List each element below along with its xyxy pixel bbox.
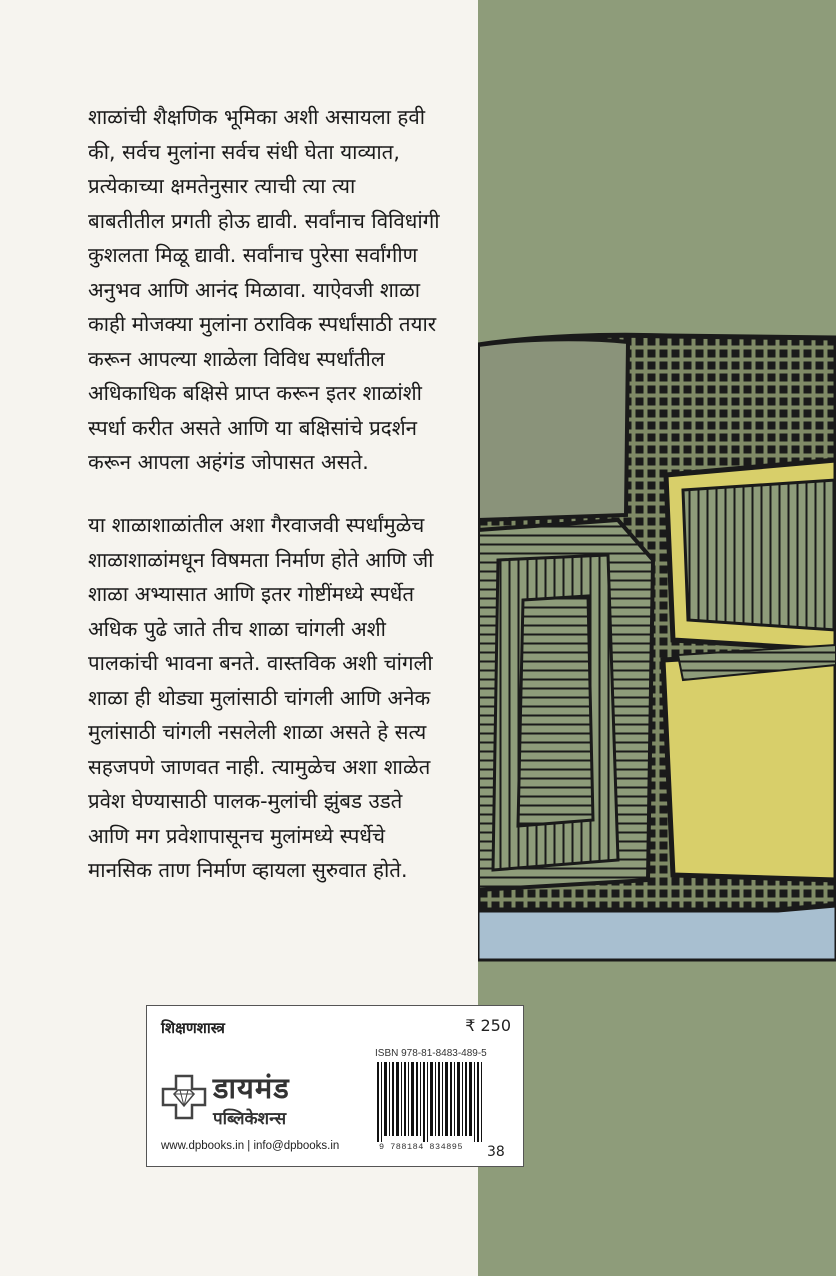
blurb-line: पालकांची भावना बनते. वास्तविक अशी चांगली	[88, 651, 433, 675]
blurb-line: या शाळाशाळांतील अशा गैरवाजवी स्पर्धांमुळेच	[88, 513, 425, 537]
blurb-line: शाळाशाळांमधून विषमता निर्माण होते आणि जी	[88, 547, 434, 572]
blurb-line: शाळांची शैक्षणिक भूमिका अशी असायला हवी	[88, 105, 426, 129]
blurb-line: मुलांसाठी चांगली नसलेली शाळा असते हे सत्य	[88, 720, 427, 744]
barcode-digits: 9 788184 834895	[379, 1142, 464, 1152]
blurb-line: अनुभव आणि आनंद मिळावा. याऐवजी शाळा	[88, 277, 421, 302]
publisher-name-line2: पब्लिकेशन्स	[213, 1109, 287, 1129]
blurb-line: सहजपणे जाणवत नाही. त्यामुळेच अशा शाळेत	[88, 754, 431, 779]
blurb-line: बाबतीतील प्रगती होऊ द्यावी. सर्वांनाच विविधांगी	[88, 208, 440, 233]
blurb-line: प्रत्येकाच्या क्षमतेनुसार त्याची त्या त्या	[88, 174, 356, 198]
publisher-name-line1: डायमंड	[213, 1071, 290, 1105]
barcode-addon: 38	[487, 1144, 505, 1160]
blurb-line: काही मोजक्या मुलांना ठराविक स्पर्धांसाठी तयार	[88, 312, 437, 336]
blurb-line: स्पर्धा करीत असते आणि या बक्षिसांचे प्रदर्शन	[88, 415, 418, 440]
blurb-line: मानसिक ताण निर्माण व्हायला सुरुवात होते.	[88, 858, 408, 882]
price-label: ₹ 250	[465, 1016, 511, 1035]
blurb-line: करून आपला अहंगंड जोपासत असते.	[88, 450, 369, 474]
isbn-label: ISBN 978-81-8483-489-5	[375, 1048, 487, 1059]
blurb-line: शाळा ही थोड्या मुलांसाठी चांगली आणि अनेक	[88, 685, 431, 710]
publisher-contact: www.dpbooks.in | info@dpbooks.in	[161, 1140, 340, 1152]
blurb-line: प्रवेश घेण्यासाठी पालक-मुलांची झुंबड उडते	[88, 789, 403, 813]
blurb-line: शाळा अभ्यासात आणि इतर गोष्टींमध्ये स्पर्धेत	[88, 582, 415, 606]
blurb-line: कुशलता मिळू द्यावी. सर्वांनाच पुरेसा सर्वांगीण	[88, 243, 418, 267]
blurb-line: करून आपल्या शाळेला विविध स्पर्धांतील	[88, 346, 385, 371]
blurb-paragraph-2	[0, 508, 478, 888]
blurb-line: आणि मग प्रवेशापासूनच मुलांमध्ये स्पर्धेचे	[88, 823, 386, 848]
blurb-paragraph-1	[0, 100, 478, 480]
publisher-info-box	[146, 1005, 524, 1167]
blurb-line: की, सर्वच मुलांना सर्वच संधी घेता याव्यात,	[88, 139, 400, 164]
diamond-logo-icon	[161, 1074, 207, 1120]
blurb-line: अधिक पुढे जाते तीच शाळा चांगली अशी	[88, 616, 386, 641]
blurb-line: अधिकाधिक बक्षिसे प्राप्त करून इतर शाळांशी	[88, 381, 422, 405]
category-label: शिक्षणशास्त्र	[161, 1019, 225, 1037]
barcode-graphic	[375, 1062, 485, 1142]
cover-illustration	[478, 0, 836, 1276]
